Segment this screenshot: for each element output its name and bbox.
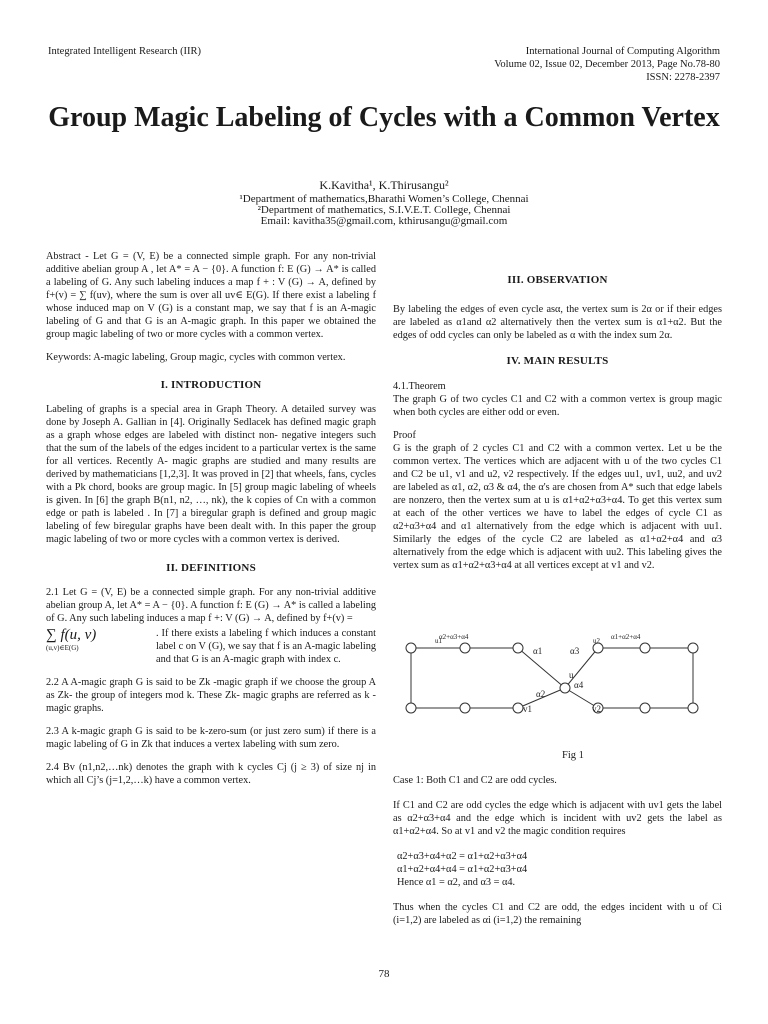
journal-source: Integrated Intelligent Research (IIR) — [48, 46, 202, 57]
label-a1: α1 — [533, 646, 543, 656]
vertex-u1 — [513, 643, 523, 653]
section-introduction-heading: I. INTRODUCTION — [160, 379, 262, 391]
label-v1: v1 — [523, 704, 532, 714]
definition-2-2: 2.2 A A-magic graph G is said to be Zk -magic graph if we choose the group A as Zk- the group of integers mod k. These Zk- magic graphs are referred as k - magic graphs. — [46, 677, 376, 714]
journal-issn: ISSN: 2278-2397 — [646, 72, 720, 83]
author-email: Email: kavitha35@gmail.com, kthirusangu@gmail.com — [260, 215, 508, 227]
case-1-heading: Case 1: Both C1 and C2 are odd cycles. — [393, 775, 557, 786]
label-u2: u2 — [593, 637, 600, 645]
label-a3: α3 — [570, 646, 580, 656]
label-u1: u1 — [435, 637, 442, 645]
affiliation-1: ¹Department of mathematics,Bharathi Women’s College, Chennai — [239, 193, 529, 205]
proof-heading: Proof — [393, 430, 416, 441]
observation-text: By labeling the edges of even cycle asα, the vertex sum is 2α or if their edges are labeled as α1and α2 alternatively then the vertex sum is α1+α2. But the edges of odd cycles can only be labeled as α with the index sum 2α. — [393, 304, 722, 341]
label-v2: v2 — [592, 704, 601, 714]
figure-cycles-common-vertex — [393, 633, 723, 740]
summation-formula — [46, 627, 376, 666]
section-definitions-heading: II. DEFINITIONS — [166, 562, 256, 574]
definition-2-1-part-1: 2.1 Let G = (V, E) be a connected simple graph. For any non-trivial additive abelian group A, let A* = A − {0}. A function f: E (G) → A* is called a labeling of G. Any such labeling induces a map f +: V (G) → A, defined by f+(v) = — [46, 587, 376, 624]
page-number: 78 — [378, 968, 390, 980]
definition-2-1-part-2: . If there exists a labeling f which induces a constant label c on V (G), we say that f is an A-magic labeling and that G is an A-magic graph with index c. — [156, 628, 376, 665]
equations — [397, 850, 722, 889]
vertex — [688, 703, 698, 713]
journal-volume: Volume 02, Issue 02, December 2013, Page No.78-80 — [494, 59, 720, 70]
figure-caption: Fig 1 — [562, 750, 584, 761]
affiliation-2: ²Department of mathematics, S.I.V.E.T. College, Chennai — [257, 204, 511, 216]
case-1-text: If C1 and C2 are odd cycles the edge which is adjacent with uv1 gets the label as α2+α3+α4 and the edge which is incident with uv2 gets the label as α1+α2+α4. So at v1 and v2 the magic condition requires — [393, 800, 722, 837]
theorem-text: The graph G of two cycles C1 and C2 with a common vertex is group magic when both cycles are either odd or even. — [393, 394, 722, 418]
vertex — [460, 643, 470, 653]
label-top-right: α1+α2+α4 — [611, 633, 641, 641]
vertex — [406, 703, 416, 713]
definition-2-3: 2.3 A k-magic graph G is said to be k-zero-sum (or just zero sum) if there is a magic labeling of G in Zk that induces a vertex labeling with sum zero. — [46, 726, 376, 750]
theorem-heading: 4.1.Theorem — [393, 381, 446, 392]
label-a4: α4 — [574, 680, 584, 690]
summation-expression: ∑ f(u, v) — [46, 627, 97, 643]
vertex — [688, 643, 698, 653]
vertex — [640, 703, 650, 713]
vertex — [460, 703, 470, 713]
keywords: Keywords: A-magic labeling, Group magic, cycles with common vertex. — [46, 352, 346, 363]
author-block — [40, 180, 728, 227]
introduction-text: Labeling of graphs is a special area in Graph Theory. A detailed survey was done by Joseph A. Gallian in [4]. Originally Sedlacek has defined magic graph as a graph whose edges are labeled with distinct non- negative integers such that the sum of the labels of the edges incident to a particular vertex is the same for all vertices. Recently A- magic graphs are studied and many results are derived by mathematicians [1,2,3]. It was proved in [2] that wheels, fans, cycles with a Pk chord, books are group magic. In [5] group magic labeling of wheels is given. In [6] the graph B(n1, n2, …, nk), the k copies of Cn with a common edge or path is labeled . In [7] a biregular graph is defined and group magic labeling of few biregular graphs have been dealt with. In this paper the group magic labeling of two or more cycles with a common vertex is derived. — [46, 404, 376, 545]
right-column-continued — [393, 774, 722, 927]
label-a2: α2 — [536, 689, 546, 699]
journal-name: International Journal of Computing Algorithm — [525, 46, 720, 57]
vertex — [640, 643, 650, 653]
abstract: Abstract - Let G = (V, E) be a connected simple graph. For any non-trivial additive abelian group A , let A* = A − {0}. A function f: E (G) → A* is called a labeling of G. Any such labeling induces a map f + : V (G) → A, defined by f+(v) = ∑ f(uv), where the sum is over all uv∈ E(G). If there exist a labeling f whose induced map on V (G) is a constant map, we say that f is an A-magic labeling of G and that G is an A-magic graph. In this paper we obtained the group magic labeling of two or more cycles with a common vertex. — [46, 251, 376, 340]
section-main-results-heading: IV. MAIN RESULTS — [506, 355, 609, 367]
vertex-v1 — [513, 703, 523, 713]
vertex — [406, 643, 416, 653]
equation-2: α1+α2+α4+α4 = α1+α2+α3+α4 — [397, 864, 528, 875]
closing-text: Thus when the cycles C1 and C2 are odd, the edges incident with u of Ci (i=1,2) are labeled as αi (i=1,2) the remaining — [393, 902, 722, 926]
left-column — [46, 250, 376, 787]
paper-title: Group Magic Labeling of Cycles with a Common Vertex — [48, 102, 720, 133]
vertex-u — [560, 683, 570, 693]
label-u: u — [569, 670, 574, 680]
summation-block — [46, 627, 156, 653]
summation-subscript: (u,v)∈E(G) — [46, 644, 79, 652]
journal-info — [494, 45, 720, 84]
proof-text: G is the graph of 2 cycles C1 and C2 with a common vertex. Let u be the common vertex. The vertices which are adjacent with u of the two cycles C1 and C2 be u1, v1 and u2, v2 respectively. If the edges uu1, uv1, uu2, and uv2 are labeled as α1, α2, α3 & α4, the α's are chosen from A* such that edge labels are nonzero, then the vertex sum at u is α1+α2+α3+α4. To get this vertex sum at each of the other vertices we have to label the edges of cycle C1 as α2+α3+α4 and α1 alternatively from the edge which is adjacent with uu1. Similarly the edges of the cycle C2 are labeled as α1+α2+α4 and α3 alternatively from the edge which is adjacent with uu2. This labeling gives the vertex sum as α1+α2+α3+α4 at all vertices except at v1 and v2. — [393, 443, 722, 571]
definition-2-4: 2.4 Bv (n1,n2,…nk) denotes the graph with k cycles Cj (j ≥ 3) of size nj in which all Cj’s (j=1,2,…k) have a common vertex. — [46, 762, 376, 786]
equation-3: Hence α1 = α2, and α3 = α4. — [397, 877, 516, 888]
label-top-left: α2+α3+α4 — [439, 633, 469, 641]
equation-1: α2+α3+α4+α2 = α1+α2+α3+α4 — [397, 851, 528, 862]
section-observation-heading: III. OBSERVATION — [507, 274, 608, 286]
author-names: K.Kavitha¹, K.Thirusangu² — [319, 178, 449, 192]
right-column — [393, 274, 722, 572]
